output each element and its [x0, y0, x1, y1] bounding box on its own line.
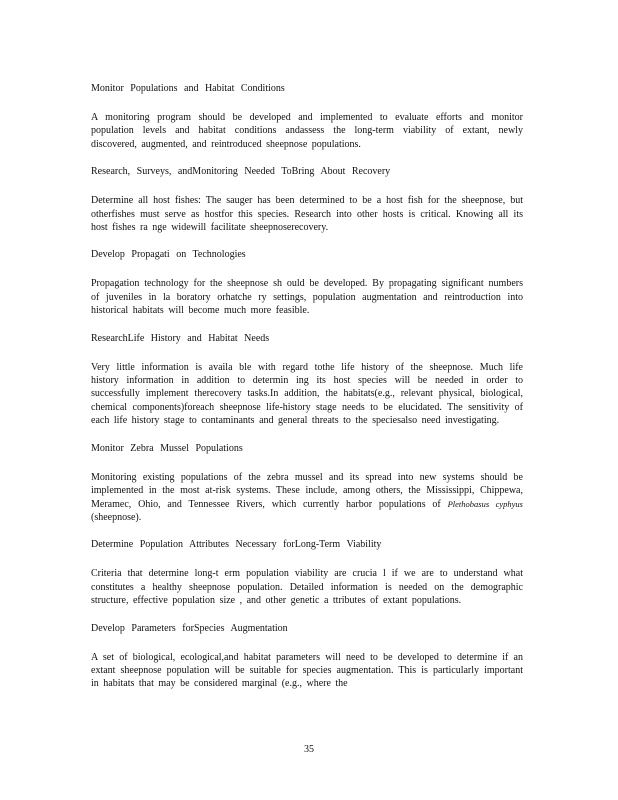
species-name: Plethobasus cyphyus	[447, 498, 523, 509]
section-heading-research-surveys: Research, Surveys, andMonitoring Needed ToBring About Recovery	[91, 166, 391, 178]
page-number: 35	[304, 744, 314, 755]
section-heading-augmentation: Develop Parameters forSpecies Augmentation	[91, 622, 288, 634]
zebra-mussel-text: Monitoring existing populations of the zebra mussel and its spread into new systems should be implemented in the most at-risk systems. These include, among others, the Mississippi, Chippewa, Meramec, Ohio, and Tennessee Rivers, which currently harbor populations of	[91, 471, 523, 510]
section-paragraph-life-history: Very little information is availa ble with regard tothe life history of the sheepnose. Much life history information in addition to determin ing its host species will be needed in order to successfully implement therecovery tasks.In addition, the habitats(e.g., relevant physical, biological, chemical components)foreach sheepnose life-history stage needs to be elucidated. The sensitivity of each life history stage to contaminants and general threats to the speciesalso need investigating.	[91, 361, 523, 427]
section-paragraph-monitor-populations: A monitoring program should be developed and implemented to evaluate efforts and monitor population levels and habitat conditions andassess the long-term viability of extant, newly discovered, augmented, and reintroduced sheepnose populations.	[91, 112, 523, 150]
section-paragraph-zebra-mussel	[91, 471, 523, 525]
section-heading-zebra-mussel: Monitor Zebra Mussel Populations	[91, 442, 243, 454]
species-common-name: (sheepnose).	[91, 511, 142, 523]
section-heading-population-attributes: Determine Population Attributes Necessary forLong-Term Viability	[91, 539, 382, 551]
section-paragraph-propagation: Propagation technology for the sheepnose sh ould be developed. By propagating significant numbers of juveniles in la boratory orhatche ry settings, population augmentation and reintroduction into historical habitats will become much more feasible.	[91, 278, 523, 317]
section-heading-propagation: Develop Propagati on Technologies	[91, 249, 246, 261]
section-heading-life-history: ResearchLife History and Habitat Needs	[91, 332, 270, 344]
section-paragraph-augmentation: A set of biological, ecological,and habitat parameters will need to be developed to determine if an extant sheepnose population will be suitable for species augmentation. This is particularly important in habitats that may be considered marginal (e.g., where the	[91, 651, 523, 690]
section-paragraph-research-surveys: Determine all host fishes: The sauger has been determined to be a host fish for the sheepnose, but otherfishes must serve as hostfor this species. Research into other hosts is critical. Knowing all its host fishes ra nge widewill facilitate sheepnoserecovery.	[91, 195, 523, 234]
section-heading-monitor-populations: Monitor Populations and Habitat Conditions	[91, 83, 285, 94]
section-paragraph-population-attributes: Criteria that determine long-t erm population viability are crucia l if we are to understand what constitutes a healthy sheepnose population. Detailed information is needed on the demographic structure, effective population size , and other genetic a ttributes of extant populations.	[91, 568, 523, 607]
document-body	[91, 82, 523, 705]
